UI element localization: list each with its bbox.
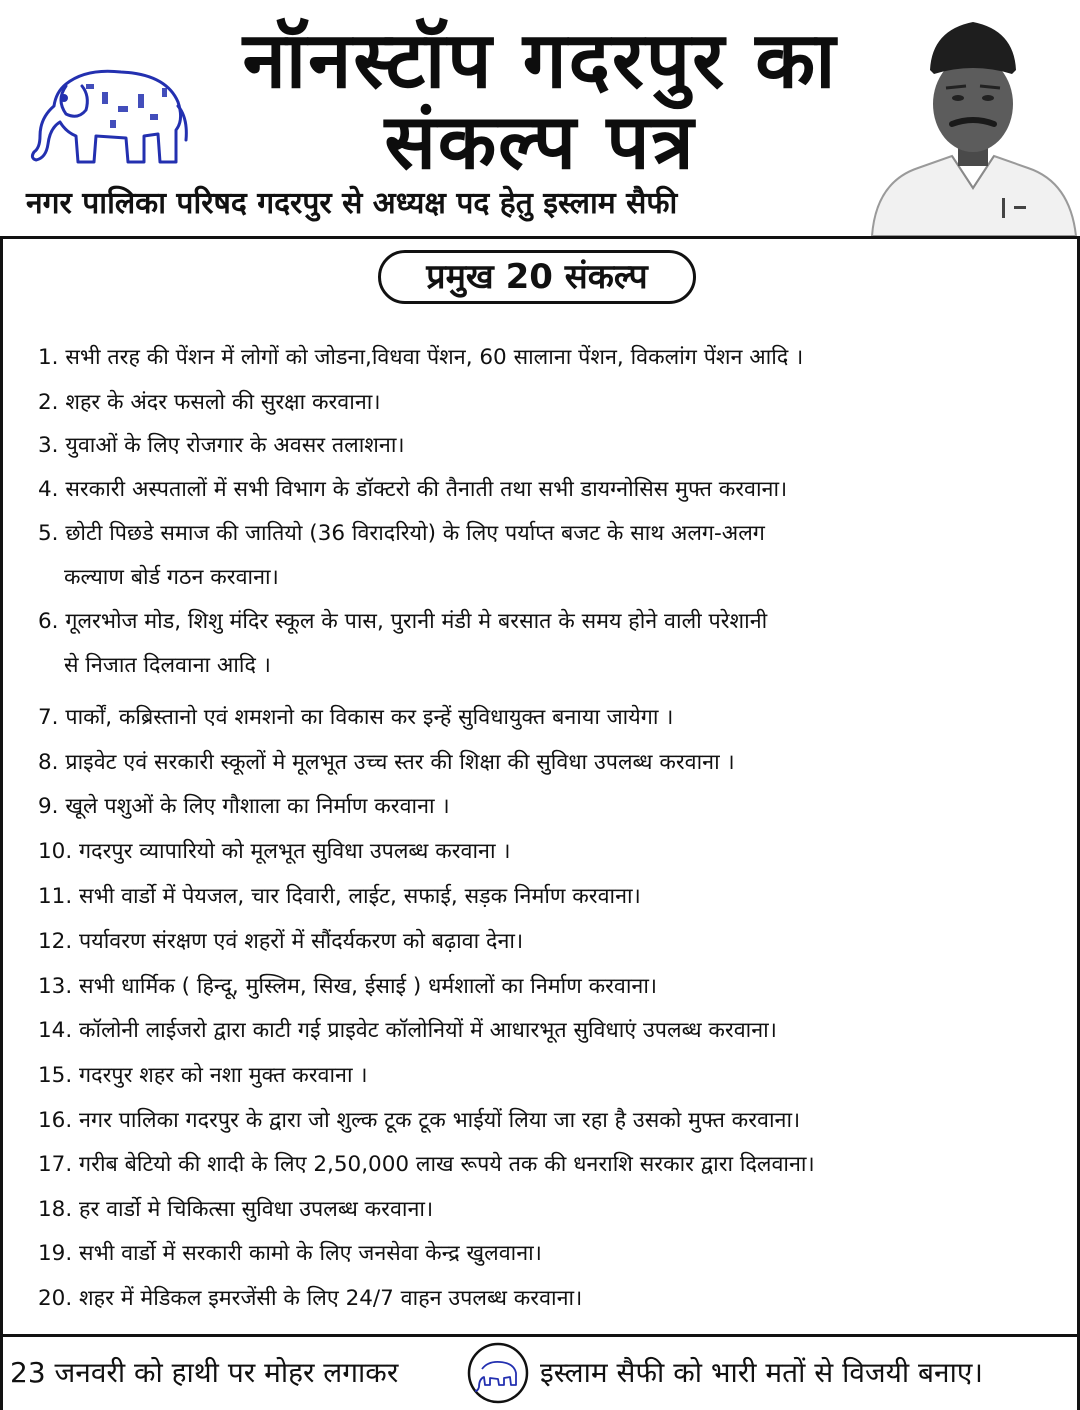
resolution-item: [38, 344, 803, 372]
resolution-number: 20.: [38, 1286, 73, 1311]
resolution-number: 5.: [38, 521, 59, 546]
candidate-photo: [866, 12, 1080, 236]
resolution-text: सभी तरह की पेंशन में लोगों को जोडना,विधवा पेंशन, 60 सालाना पेंशन, विकलांग पेंशन आदि ।: [65, 345, 804, 370]
footer: [0, 1337, 1080, 1410]
resolution-number: 9.: [38, 794, 59, 819]
resolution-text: कॉलोनी लाईजरो द्वारा काटी गई प्राइवेट कॉलोनियों में आधारभूत सुविधाएं उपलब्ध करवाना।: [79, 1018, 777, 1043]
resolution-item: [38, 1285, 582, 1313]
resolution-text: गदरपुर व्यापारियो को मूलभूत सुविधा उपलब्ध करवाना ।: [79, 839, 511, 864]
resolution-item: [38, 973, 657, 1001]
resolution-text: सभी वार्डो में सरकारी कामो के लिए जनसेवा केन्द्र खुलवाना।: [79, 1241, 542, 1266]
resolution-text-continued: से निजात दिलवाना आदि ।: [64, 653, 271, 678]
resolution-number: 12.: [38, 929, 73, 954]
resolution-item: [38, 749, 735, 777]
resolution-text: युवाओं के लिए रोजगार के अवसर तलाशना।: [65, 433, 405, 458]
resolution-text: सरकारी अस्पतालों में सभी विभाग के डॉक्टरो की तैनाती तथा सभी डायग्नोसिस मुफ्त करवाना।: [65, 477, 788, 502]
resolution-number: 19.: [38, 1241, 73, 1266]
resolution-number: 4.: [38, 477, 59, 502]
resolution-item: [38, 1151, 815, 1179]
resolution-item: [38, 1196, 433, 1224]
resolution-item: [38, 608, 767, 680]
header-divider: [0, 236, 1080, 239]
footer-slogan-right: इस्लाम सैफी को भारी मतों से विजयी बनाए।: [540, 1356, 983, 1389]
resolution-number: 7.: [38, 705, 59, 730]
resolution-number: 14.: [38, 1018, 73, 1043]
resolution-item: [38, 883, 641, 911]
resolution-number: 16.: [38, 1108, 73, 1133]
resolution-text: नगर पालिका गदरपुर के द्वारा जो शुल्क टूक टूक भाईयों लिया जा रहा है उसको मुफ्त करवाना।: [79, 1108, 801, 1133]
resolution-text: छोटी पिछडे समाज की जातियो (36 विरादरियो) के लिए पर्याप्त बजट के साथ अलग-अलग: [65, 521, 765, 546]
resolution-text: गरीब बेटियो की शादी के लिए 2,50,000 लाख रूपये तक की धनराशि सरकार द्वारा दिलवाना।: [79, 1152, 815, 1177]
resolution-item: [38, 389, 380, 417]
resolution-item: [38, 838, 511, 866]
resolution-text: प्राइवेट एवं सरकारी स्कूलों मे मूलभूत उच्च स्तर की शिक्षा की सुविधा उपलब्ध करवाना ।: [65, 750, 735, 775]
resolution-text-continued: कल्याण बोर्ड गठन करवाना।: [64, 565, 279, 590]
poster-title-line2: संकल्प पत्र: [384, 97, 696, 186]
resolution-text: सभी धार्मिक ( हिन्दू, मुस्लिम, सिख, ईसाई ) धर्मशालों का निर्माण करवाना।: [79, 974, 658, 999]
resolution-number: 11.: [38, 884, 73, 909]
resolution-text: शहर में मेडिकल इमरजेंसी के लिए 24/7 वाहन उपलब्ध करवाना।: [79, 1286, 583, 1311]
frame-left-border: [0, 236, 3, 1410]
resolution-number: 3.: [38, 433, 59, 458]
resolution-text: पर्यावरण संरक्षण एवं शहरों में सौंदर्यकरण को बढ़ावा देना।: [79, 929, 524, 954]
resolution-text: गूलरभोज मोड, शिशु मंदिर स्कूल के पास, पुरानी मंडी मे बरसात के समय होने वाली परेशानी: [65, 609, 768, 634]
poster-title-line1: नॉनस्टॉप गदरपुर का: [242, 16, 838, 106]
resolution-number: 1.: [38, 345, 59, 370]
resolutions-badge: प्रमुख 20 संकल्प: [378, 250, 696, 304]
resolution-item: [38, 1017, 777, 1045]
resolution-item: [38, 1062, 368, 1090]
resolution-number: 15.: [38, 1063, 73, 1088]
resolution-number: 8.: [38, 750, 59, 775]
resolution-text: पार्कों, कब्रिस्तानो एवं शमशनो का विकास कर इन्हें सुविधायुक्त बनाया जायेगा ।: [65, 705, 674, 730]
resolution-item: [38, 1240, 542, 1268]
resolution-text: शहर के अंदर फसलो की सुरक्षा करवाना।: [65, 390, 381, 415]
resolution-item: [38, 476, 787, 504]
resolution-item: [38, 928, 523, 956]
resolution-text: गदरपुर शहर को नशा मुक्त करवाना ।: [79, 1063, 368, 1088]
resolution-number: 6.: [38, 609, 59, 634]
resolution-item: [38, 793, 450, 821]
resolution-number: 10.: [38, 839, 73, 864]
resolution-text: हर वार्डो मे चिकित्सा सुविधा उपलब्ध करवाना।: [79, 1197, 434, 1222]
resolution-number: 13.: [38, 974, 73, 999]
resolution-item: [38, 432, 405, 460]
resolution-text: खूले पशुओं के लिए गौशाला का निर्माण करवाना ।: [65, 794, 450, 819]
resolution-item: [38, 704, 673, 732]
header: [0, 0, 1080, 238]
resolution-number: 18.: [38, 1197, 73, 1222]
resolution-number: 2.: [38, 390, 59, 415]
resolution-text: सभी वार्डो में पेयजल, चार दिवारी, लाईट, सफाई, सड़क निर्माण करवाना।: [79, 884, 641, 909]
resolution-number: 17.: [38, 1152, 73, 1177]
resolution-item: [38, 520, 765, 592]
poster-subtitle: नगर पालिका परिषद गदरपुर से अध्यक्ष पद हेतु इस्लाम सैफी: [26, 186, 678, 221]
footer-slogan-left: 23 जनवरी को हाथी पर मोहर लगाकर: [10, 1356, 399, 1389]
elephant-seal-icon: [466, 1341, 530, 1405]
resolution-item: [38, 1107, 800, 1135]
